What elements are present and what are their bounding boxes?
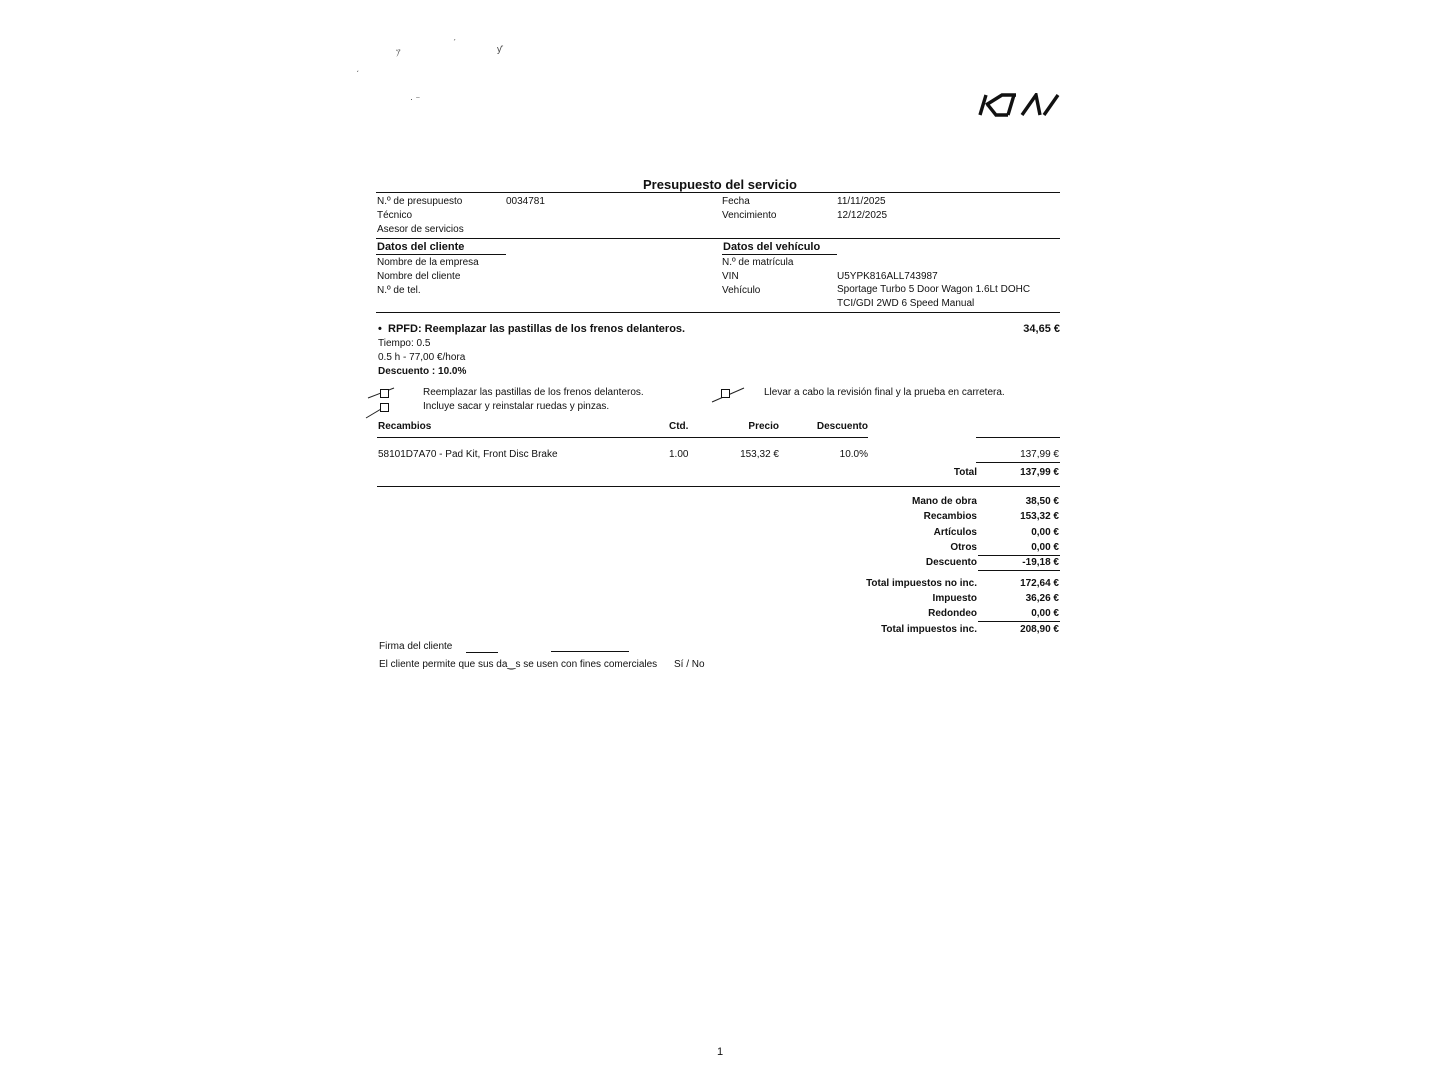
checklist-item-3: Llevar a cabo la revisión final y la prueba en carretera. <box>764 387 1005 398</box>
operation-rate: 0.5 h - 77,00 €/hora <box>378 352 466 363</box>
operation-discount: Descuento : 10.0% <box>378 366 467 377</box>
divider <box>976 437 1060 438</box>
checkbox[interactable] <box>721 389 730 398</box>
page-number: 1 <box>717 1046 724 1058</box>
divider <box>377 437 868 438</box>
col-header-part: Recambios <box>378 421 432 432</box>
signature-line[interactable] <box>466 652 498 653</box>
summary-value: 208,90 € <box>1020 624 1059 635</box>
plate-label: N.º de matrícula <box>722 257 794 268</box>
part-description: 58101D7A70 - Pad Kit, Front Disc Brake <box>378 449 558 460</box>
date-label: Fecha <box>722 196 750 207</box>
summary-label: Descuento <box>925 557 977 568</box>
expiry-label: Vencimiento <box>722 210 777 221</box>
vehicle-label: Vehículo <box>722 285 761 296</box>
signature-label: Firma del cliente <box>379 641 453 652</box>
summary-value: -19,18 € <box>1022 557 1059 568</box>
divider <box>376 238 1060 239</box>
phone-label: N.º de tel. <box>377 285 421 296</box>
operation-time: Tiempo: 0.5 <box>378 338 431 349</box>
part-qty: 1.00 <box>669 449 689 460</box>
parts-total-label: Total <box>953 467 977 478</box>
kia-logo <box>978 93 1060 117</box>
summary-label: Redondeo <box>928 608 977 619</box>
checklist-item-2: Incluye sacar y reinstalar ruedas y pinzas. <box>423 401 610 412</box>
summary-value: 0,00 € <box>1031 542 1059 553</box>
summary-label: Recambios <box>923 511 977 522</box>
operation-amount: 34,65 € <box>1023 323 1060 335</box>
vehicle-heading: Datos del vehículo <box>723 241 821 253</box>
summary-label: Artículos <box>933 527 977 538</box>
part-discount: 10.0% <box>839 449 868 460</box>
client-heading: Datos del cliente <box>377 241 465 253</box>
summary-value: 36,26 € <box>1025 593 1059 604</box>
technician-label: Técnico <box>377 210 413 221</box>
client-heading-underline <box>376 254 506 255</box>
summary-label: Mano de obra <box>911 496 977 507</box>
summary-value: 38,50 € <box>1025 496 1059 507</box>
divider <box>978 621 1060 622</box>
scan-mark: ˊ <box>453 38 456 48</box>
vehicle-heading-underline <box>722 254 837 255</box>
divider <box>978 555 1060 556</box>
company-label: Nombre de la empresa <box>377 257 479 268</box>
operation-title: RPFD: Reemplazar las pastillas de los frenos delanteros. <box>388 323 686 335</box>
consent-text: El cliente permite que sus da‿s se usen con fines comerciales <box>379 659 658 670</box>
document-title: Presupuesto del servicio <box>643 177 797 192</box>
vehicle-value-line2: TCI/GDI 2WD 6 Speed Manual <box>837 298 975 309</box>
summary-label: Total impuestos no inc. <box>866 578 977 589</box>
divider <box>377 486 1060 487</box>
quote-number-label: N.º de presupuesto <box>377 196 463 207</box>
consent-options: Sí / No <box>674 659 705 670</box>
part-price: 153,32 € <box>740 449 779 460</box>
date-value: 11/11/2025 <box>837 196 886 207</box>
col-header-qty: Ctd. <box>669 421 689 432</box>
summary-value: 153,32 € <box>1020 511 1059 522</box>
vin-label: VIN <box>722 271 739 282</box>
summary-label: Otros <box>950 542 977 553</box>
checkbox[interactable] <box>380 403 389 412</box>
vin-value: U5YPK816ALL743987 <box>837 271 938 282</box>
part-total: 137,99 € <box>1020 449 1059 460</box>
checklist-item-1: Reemplazar las pastillas de los frenos delanteros. <box>423 387 644 398</box>
divider <box>978 570 1060 571</box>
vehicle-value-line1: Sportage Turbo 5 Door Wagon 1.6Lt DOHC <box>837 284 1031 295</box>
summary-label: Total impuestos inc. <box>881 624 977 635</box>
quote-number-value: 0034781 <box>506 196 545 207</box>
scan-mark: · ⁻ <box>410 94 421 104</box>
summary-value: 0,00 € <box>1031 608 1059 619</box>
operation-bullet: • <box>378 323 382 335</box>
col-header-discount: Descuento <box>816 421 868 432</box>
summary-value: 0,00 € <box>1031 527 1059 538</box>
signature-line[interactable] <box>551 651 629 652</box>
divider <box>376 312 1060 313</box>
client-name-label: Nombre del cliente <box>377 271 461 282</box>
scan-mark: ｱ <box>396 48 401 58</box>
expiry-value: 12/12/2025 <box>837 210 888 221</box>
divider <box>376 192 1060 193</box>
advisor-label: Asesor de servicios <box>377 224 464 235</box>
scan-mark: ƴ <box>497 44 502 54</box>
summary-value: 172,64 € <box>1020 578 1059 589</box>
divider <box>976 462 1060 463</box>
checkbox[interactable] <box>380 389 389 398</box>
checkmark-icon <box>710 384 750 404</box>
summary-label: Impuesto <box>932 593 977 604</box>
col-header-price: Precio <box>748 421 779 432</box>
parts-total-value: 137,99 € <box>1020 467 1059 478</box>
scan-mark: ˏ <box>356 62 359 72</box>
